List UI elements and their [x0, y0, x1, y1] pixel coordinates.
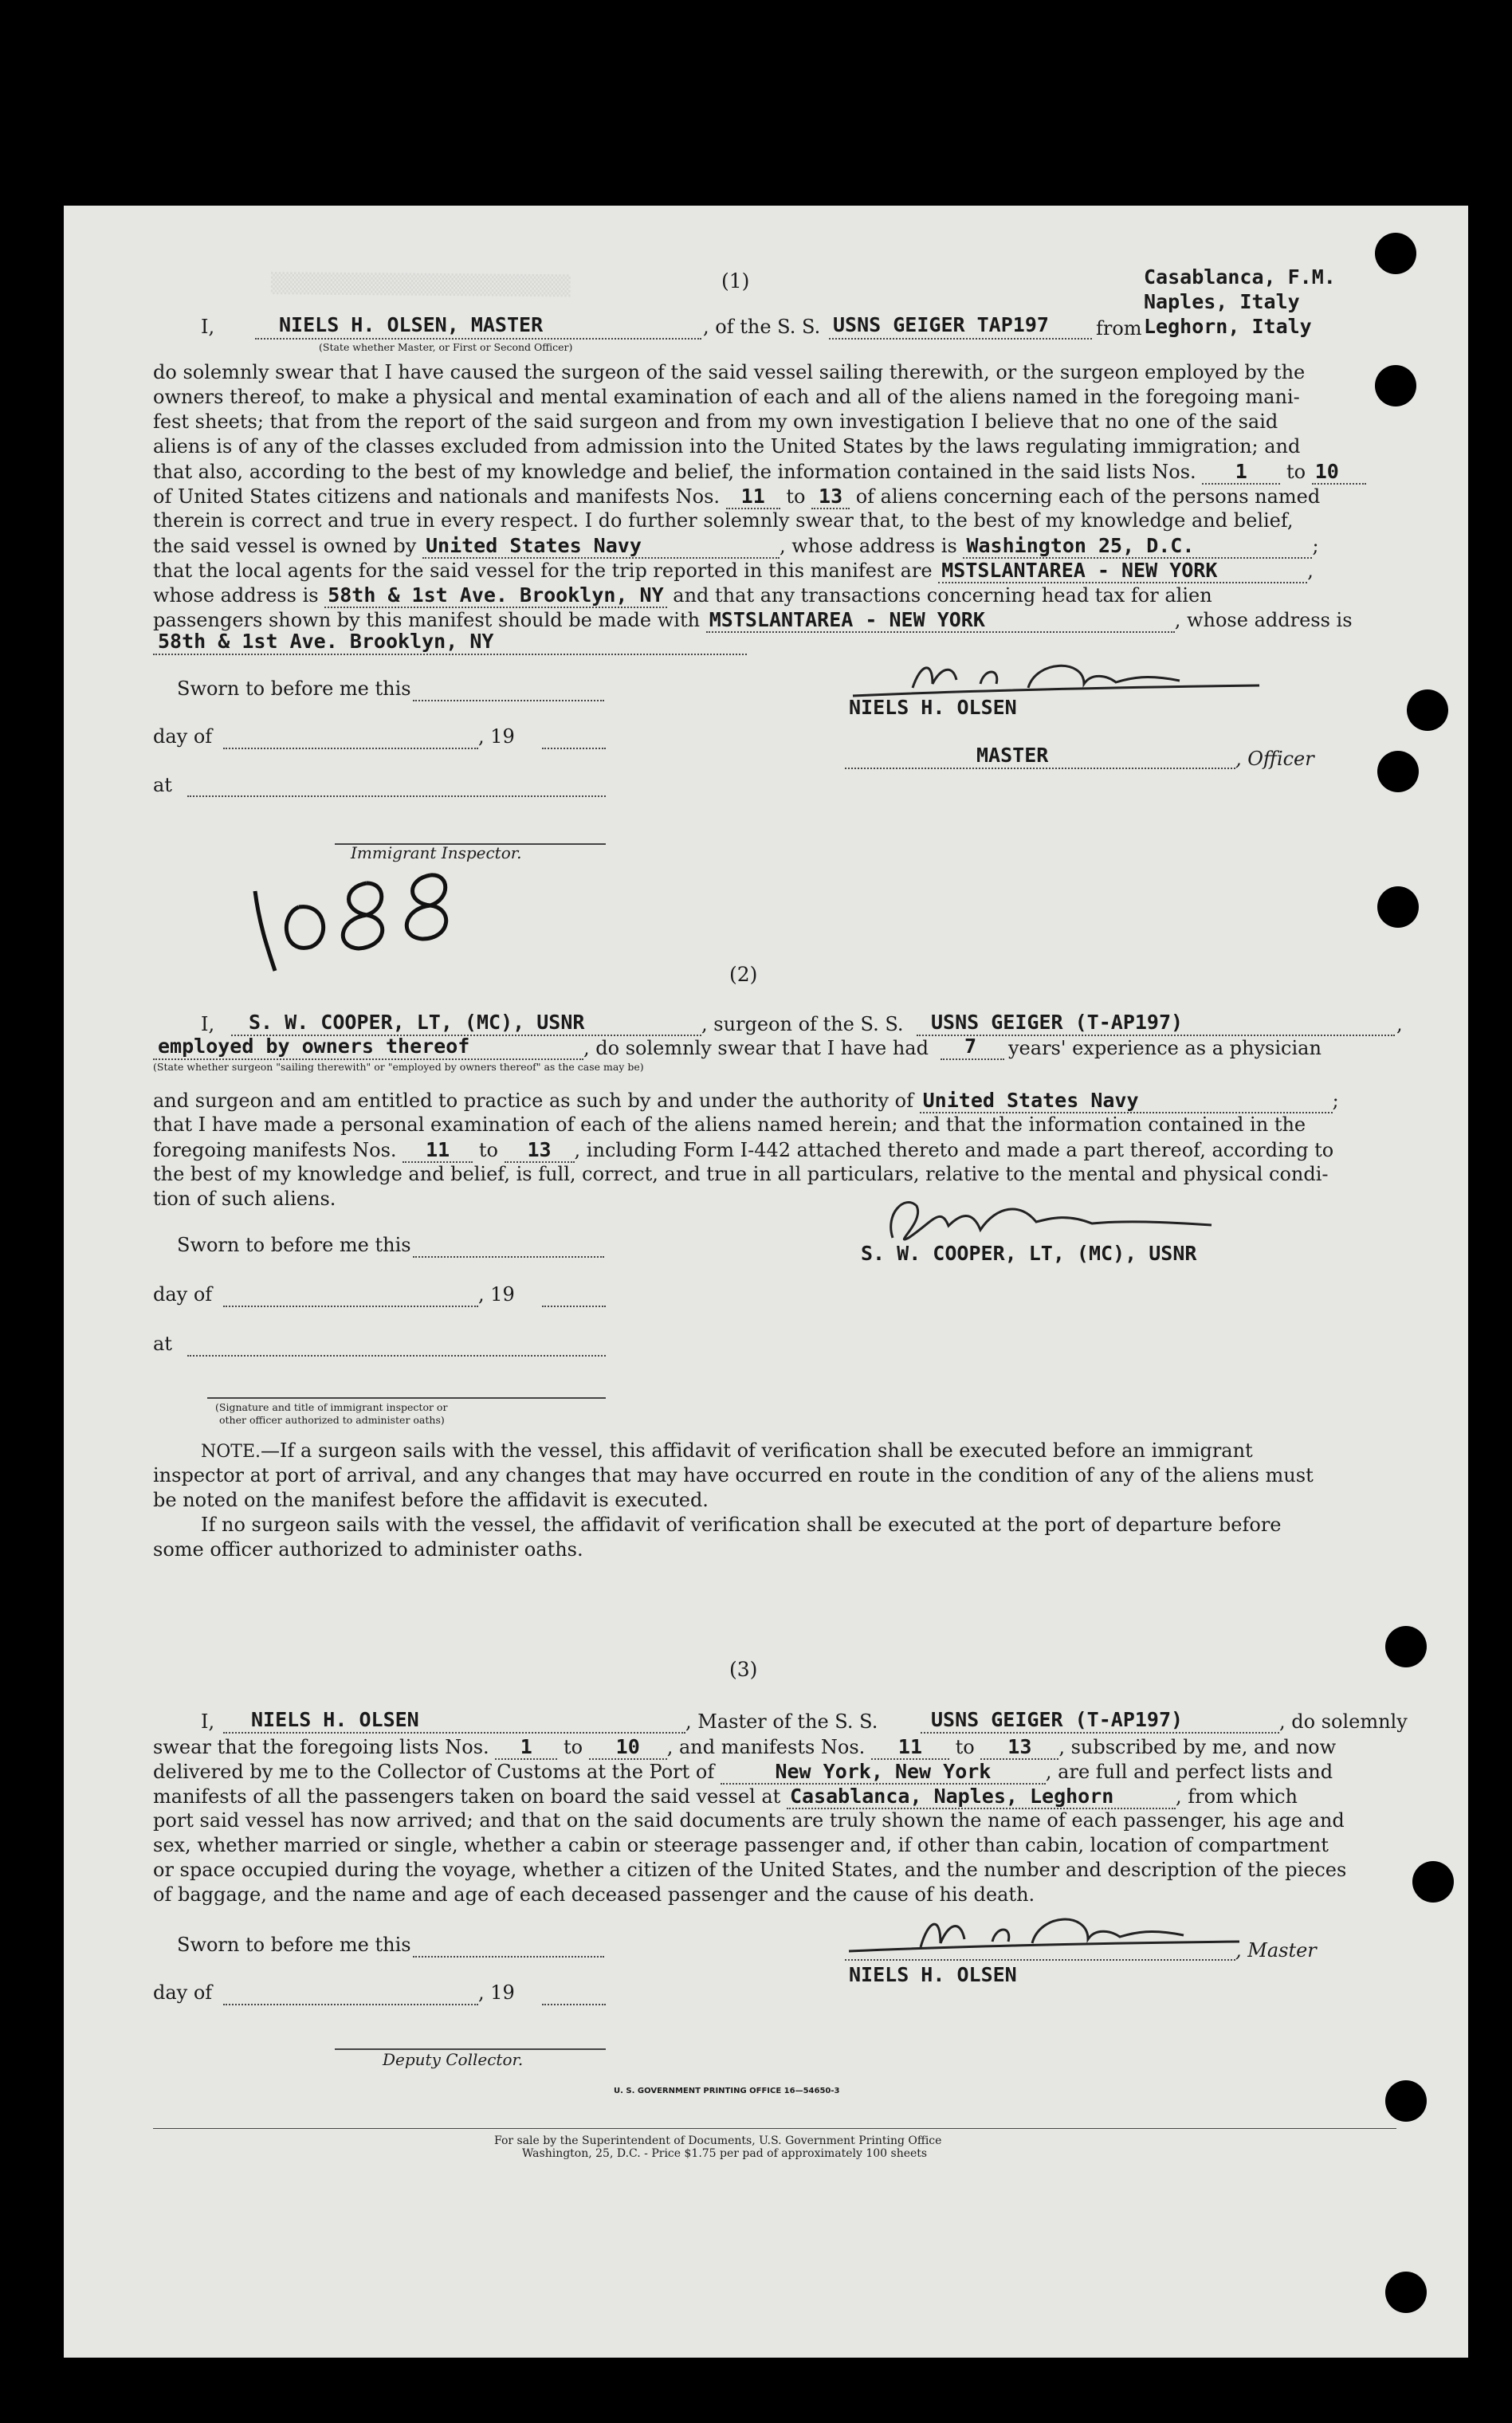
s1-day-of: day of: [153, 725, 213, 748]
s1-body-line8: the said vessel is owned by United States Navy , whose address is Washington 25, D.C. ;: [153, 534, 1319, 557]
s1-sworn-line: [413, 700, 604, 701]
s3-line4: manifests of all the passengers taken on board the said vessel at Casablanca, Naples, Leghorn , from which: [153, 1785, 1298, 1808]
s3-solemnly: , do solemnly: [1279, 1710, 1408, 1733]
s3-intro-i: I,: [201, 1710, 215, 1733]
s3-manifests-from: 11: [871, 1735, 949, 1760]
s2-line5: foregoing manifests Nos. 11 to 13 , including Form I-442 attached thereto and made a part thereof, according to: [153, 1138, 1334, 1161]
manifest-page: [64, 206, 1468, 2358]
s3-day-line: [223, 2004, 478, 2005]
s3-line7: or space occupied during the voyage, whether a citizen of the United States, and the number and description of the pieces: [153, 1859, 1347, 1881]
s2-note-5: some officer authorized to administer oaths.: [153, 1538, 583, 1561]
s3-collector: Deputy Collector.: [383, 2050, 524, 2069]
s2-at-line: [187, 1355, 606, 1357]
footer-rule: [153, 2128, 1396, 2129]
s3-vessel-line: [921, 1732, 1279, 1734]
s3-port: New York, New York: [721, 1760, 1046, 1785]
s3-boarded-at: Casablanca, Naples, Leghorn: [787, 1785, 1176, 1809]
s1-from: from: [1096, 317, 1142, 340]
s1-master-name: NIELS H. OLSEN, MASTER: [279, 313, 544, 336]
s1-head-tax-agent: MSTSLANTAREA - NEW YORK: [706, 608, 1175, 633]
s1-body-line5: that also, according to the best of my knowledge and belief, the information contained in the said lists Nos. 1 to 10: [153, 460, 1366, 485]
s1-owner: United States Navy: [422, 534, 780, 559]
s1-intro-i: I,: [201, 316, 215, 338]
s1-state-note: (State whether Master, or First or Second Officer): [319, 341, 573, 353]
s1-body-line6: of United States citizens and nationals and manifests Nos. 11 to 13 of aliens concerning each of the persons named: [153, 485, 1321, 508]
sale-note-1: For sale by the Superintendent of Documents, U.S. Government Printing Office: [494, 2134, 942, 2147]
punch-hole: [1412, 1861, 1454, 1903]
s1-sworn: Sworn to before me this: [177, 677, 411, 700]
s1-lists-to: 10: [1312, 460, 1366, 485]
s3-line6: sex, whether married or single, whether a cabin or steerage passenger and, if other than cabin, location of compartment: [153, 1834, 1329, 1856]
s3-lists-from: 1: [495, 1735, 557, 1760]
s1-body-line4: aliens is of any of the classes excluded from admission into the United States by the laws regulating immigration; and: [153, 435, 1301, 458]
s2-note-3: be noted on the manifest before the affidavit is executed.: [153, 1489, 709, 1511]
s1-vessel: USNS GEIGER TAP197: [833, 313, 1049, 336]
s1-of-the-ss: , of the S. S.: [703, 316, 821, 338]
s1-body-line2: owners thereof, to make a physical and mental examination of each and all of the aliens named in the foregoing mani-: [153, 386, 1300, 408]
s1-address-line: [153, 654, 747, 655]
s3-signer-name: NIELS H. OLSEN: [849, 1963, 1017, 1986]
handwritten-number-1088: [223, 859, 510, 979]
punch-hole: [1377, 751, 1419, 792]
s2-sig-note-2: other officer authorized to administer oaths): [219, 1414, 445, 1426]
s2-sworn-line: [413, 1256, 604, 1258]
s1-body-line7: therein is correct and true in every respect. I do further solemnly swear that, to the best of my knowledge and belief,: [153, 509, 1294, 532]
s1-inspector: Immigrant Inspector.: [351, 843, 522, 862]
gpo-line: U. S. GOVERNMENT PRINTING OFFICE 16—54650-3: [614, 2087, 840, 2095]
s2-experience: years' experience as a physician: [1008, 1037, 1322, 1059]
s2-line4: that I have made a personal examination of each of the aliens named herein; and that the information contained in the: [153, 1113, 1306, 1136]
s1-nineteen: , 19: [478, 725, 515, 748]
punch-hole: [1385, 2080, 1427, 2122]
s3-master-line: [223, 1732, 685, 1734]
s2-sig-line: [207, 1397, 606, 1399]
s1-lists-from: 1: [1202, 460, 1280, 485]
s1-agents: MSTSLANTAREA - NEW YORK: [938, 559, 1307, 583]
punch-hole: [1375, 365, 1416, 406]
s3-master-label: , Master: [1235, 1939, 1317, 1962]
punch-hole: [1407, 689, 1448, 731]
s1-body-line1: do solemnly swear that I have caused the surgeon of the said vessel sailing therewith, or the surgeon employed by the: [153, 361, 1306, 383]
s1-body-line9: that the local agents for the said vessel for the trip reported in this manifest are MSTSLANTAREA - NEW YORK ,: [153, 559, 1314, 582]
s2-nineteen: , 19: [478, 1283, 515, 1306]
s3-sworn: Sworn to before me this: [177, 1934, 411, 1956]
s3-line5: port said vessel has now arrived; and that on the said documents are truly shown the name of each passenger, his age and: [153, 1809, 1345, 1832]
s3-line8: of baggage, and the name and age of each deceased passenger and the cause of his death.: [153, 1883, 1035, 1906]
s2-surgeon-name: S. W. COOPER, LT, (MC), USNR: [249, 1011, 585, 1034]
s3-nineteen: , 19: [478, 1981, 515, 2004]
s1-at-line: [187, 795, 606, 797]
s1-agents-address: 58th & 1st Ave. Brooklyn, NY: [324, 583, 666, 608]
s1-head-tax-address: 58th & 1st Ave. Brooklyn, NY: [158, 630, 494, 653]
s2-note-4: If no surgeon sails with the vessel, the affidavit of verification shall be executed at the port of departure before: [201, 1514, 1282, 1536]
s2-note-2: inspector at port of arrival, and any changes that may have occurred en route in the condition of any of the aliens must: [153, 1464, 1314, 1486]
s2-vessel: USNS GEIGER (T-AP197): [931, 1011, 1184, 1034]
s2-day-of: day of: [153, 1283, 213, 1306]
s1-year-line: [542, 748, 606, 749]
s2-years: 7: [964, 1035, 977, 1058]
section-1-number: (1): [721, 269, 750, 293]
s1-day-line: [223, 748, 478, 749]
s2-sworn: Sworn to before me this: [177, 1234, 411, 1256]
s1-vessel-line: [829, 338, 1092, 340]
s3-line3: delivered by me to the Collector of Customs at the Port of New York, New York , are full and perfect lists and: [153, 1760, 1333, 1783]
s2-surgeon-of: , surgeon of the S. S.: [701, 1013, 904, 1035]
s1-owner-address: Washington 25, D.C.: [963, 534, 1312, 559]
section-3-number: (3): [729, 1658, 758, 1681]
s3-vessel: USNS GEIGER (T-AP197): [931, 1708, 1184, 1731]
port-leghorn: Leghorn, Italy: [1144, 315, 1312, 338]
s3-day-of: day of: [153, 1981, 213, 2004]
s3-master-of: , Master of the S. S.: [685, 1710, 878, 1733]
s1-body-line3: fest sheets; that from the report of the said surgeon and from my own investigation I believe that no one of the said: [153, 410, 1278, 433]
s1-officer: , Officer: [1235, 748, 1314, 770]
punch-hole: [1375, 233, 1416, 274]
s2-signer-name: S. W. COOPER, LT, (MC), USNR: [861, 1242, 1197, 1265]
s2-at: at: [153, 1333, 172, 1355]
s3-line2: swear that the foregoing lists Nos. 1 to 10 , and manifests Nos. 11 to 13 , subscribed by me, and now: [153, 1735, 1337, 1758]
punch-hole: [1377, 886, 1419, 928]
s2-note-1: NOTE.—If a surgeon sails with the vessel, this affidavit of verification shall be executed before an immigrant: [201, 1439, 1253, 1462]
port-naples: Naples, Italy: [1144, 290, 1300, 313]
bleed-through-text: ▒▒▒▒▒▒▒▒▒▒▒▒▒▒▒▒▒▒▒▒▒▒▒▒▒▒: [270, 272, 571, 297]
s1-signer-name: NIELS H. OLSEN: [849, 696, 1017, 719]
s2-line7: tion of such aliens.: [153, 1188, 336, 1210]
s2-line3: and surgeon and am entitled to practice as such by and under the authority of United States Navy ;: [153, 1089, 1339, 1112]
s3-year-line: [542, 2004, 606, 2005]
s2-sig-note-1: (Signature and title of immigrant inspector or: [215, 1401, 448, 1413]
s1-body-line11: passengers shown by this manifest should be made with MSTSLANTAREA - NEW YORK , whose address is: [153, 608, 1353, 631]
s2-authority: United States Navy: [920, 1089, 1333, 1113]
s1-at: at: [153, 774, 172, 796]
s3-sworn-line: [413, 1956, 604, 1958]
s2-swear: , do solemnly swear that I have had: [583, 1037, 929, 1059]
s3-lists-to: 10: [589, 1735, 667, 1760]
s2-manifests-to: 13: [505, 1138, 575, 1163]
s3-manifests-to: 13: [980, 1735, 1058, 1760]
punch-hole: [1385, 1626, 1427, 1667]
s2-employment: employed by owners thereof: [158, 1035, 470, 1058]
s2-state-note: (State whether surgeon "sailing therewith" or "employed by owners thereof" as the case may be): [153, 1061, 644, 1073]
s2-year-line: [542, 1306, 606, 1307]
s2-line6: the best of my knowledge and belief, is full, correct, and true in all particulars, relative to the mental and physical condi-: [153, 1163, 1329, 1185]
s2-comma: ,: [1396, 1013, 1403, 1035]
section-2-number: (2): [729, 963, 758, 986]
sale-note-2: Washington, 25, D.C. - Price $1.75 per pad of approximately 100 sheets: [522, 2147, 928, 2160]
s3-master-signature: [841, 1903, 1255, 1967]
s1-master-line: [255, 338, 701, 340]
s1-officer-line: [845, 768, 1235, 769]
s3-master-sig-line: [845, 1959, 1235, 1961]
s1-signer-title: MASTER: [976, 744, 1049, 767]
s2-intro-i: I,: [201, 1013, 215, 1035]
s1-manifests-from: 11: [726, 485, 780, 509]
s2-vessel-line: [917, 1035, 1395, 1036]
s2-years-line: [941, 1058, 1004, 1060]
s3-master-name: NIELS H. OLSEN: [251, 1708, 419, 1731]
s1-manifests-to: 13: [811, 485, 850, 509]
s2-day-line: [223, 1306, 478, 1307]
port-casablanca: Casablanca, F.M.: [1144, 265, 1336, 289]
s1-body-line10: whose address is 58th & 1st Ave. Brooklyn, NY and that any transactions concerning head tax for alien: [153, 583, 1212, 607]
punch-hole: [1385, 2272, 1427, 2313]
s2-manifests-from: 11: [403, 1138, 473, 1163]
s2-employment-line: [153, 1058, 583, 1060]
